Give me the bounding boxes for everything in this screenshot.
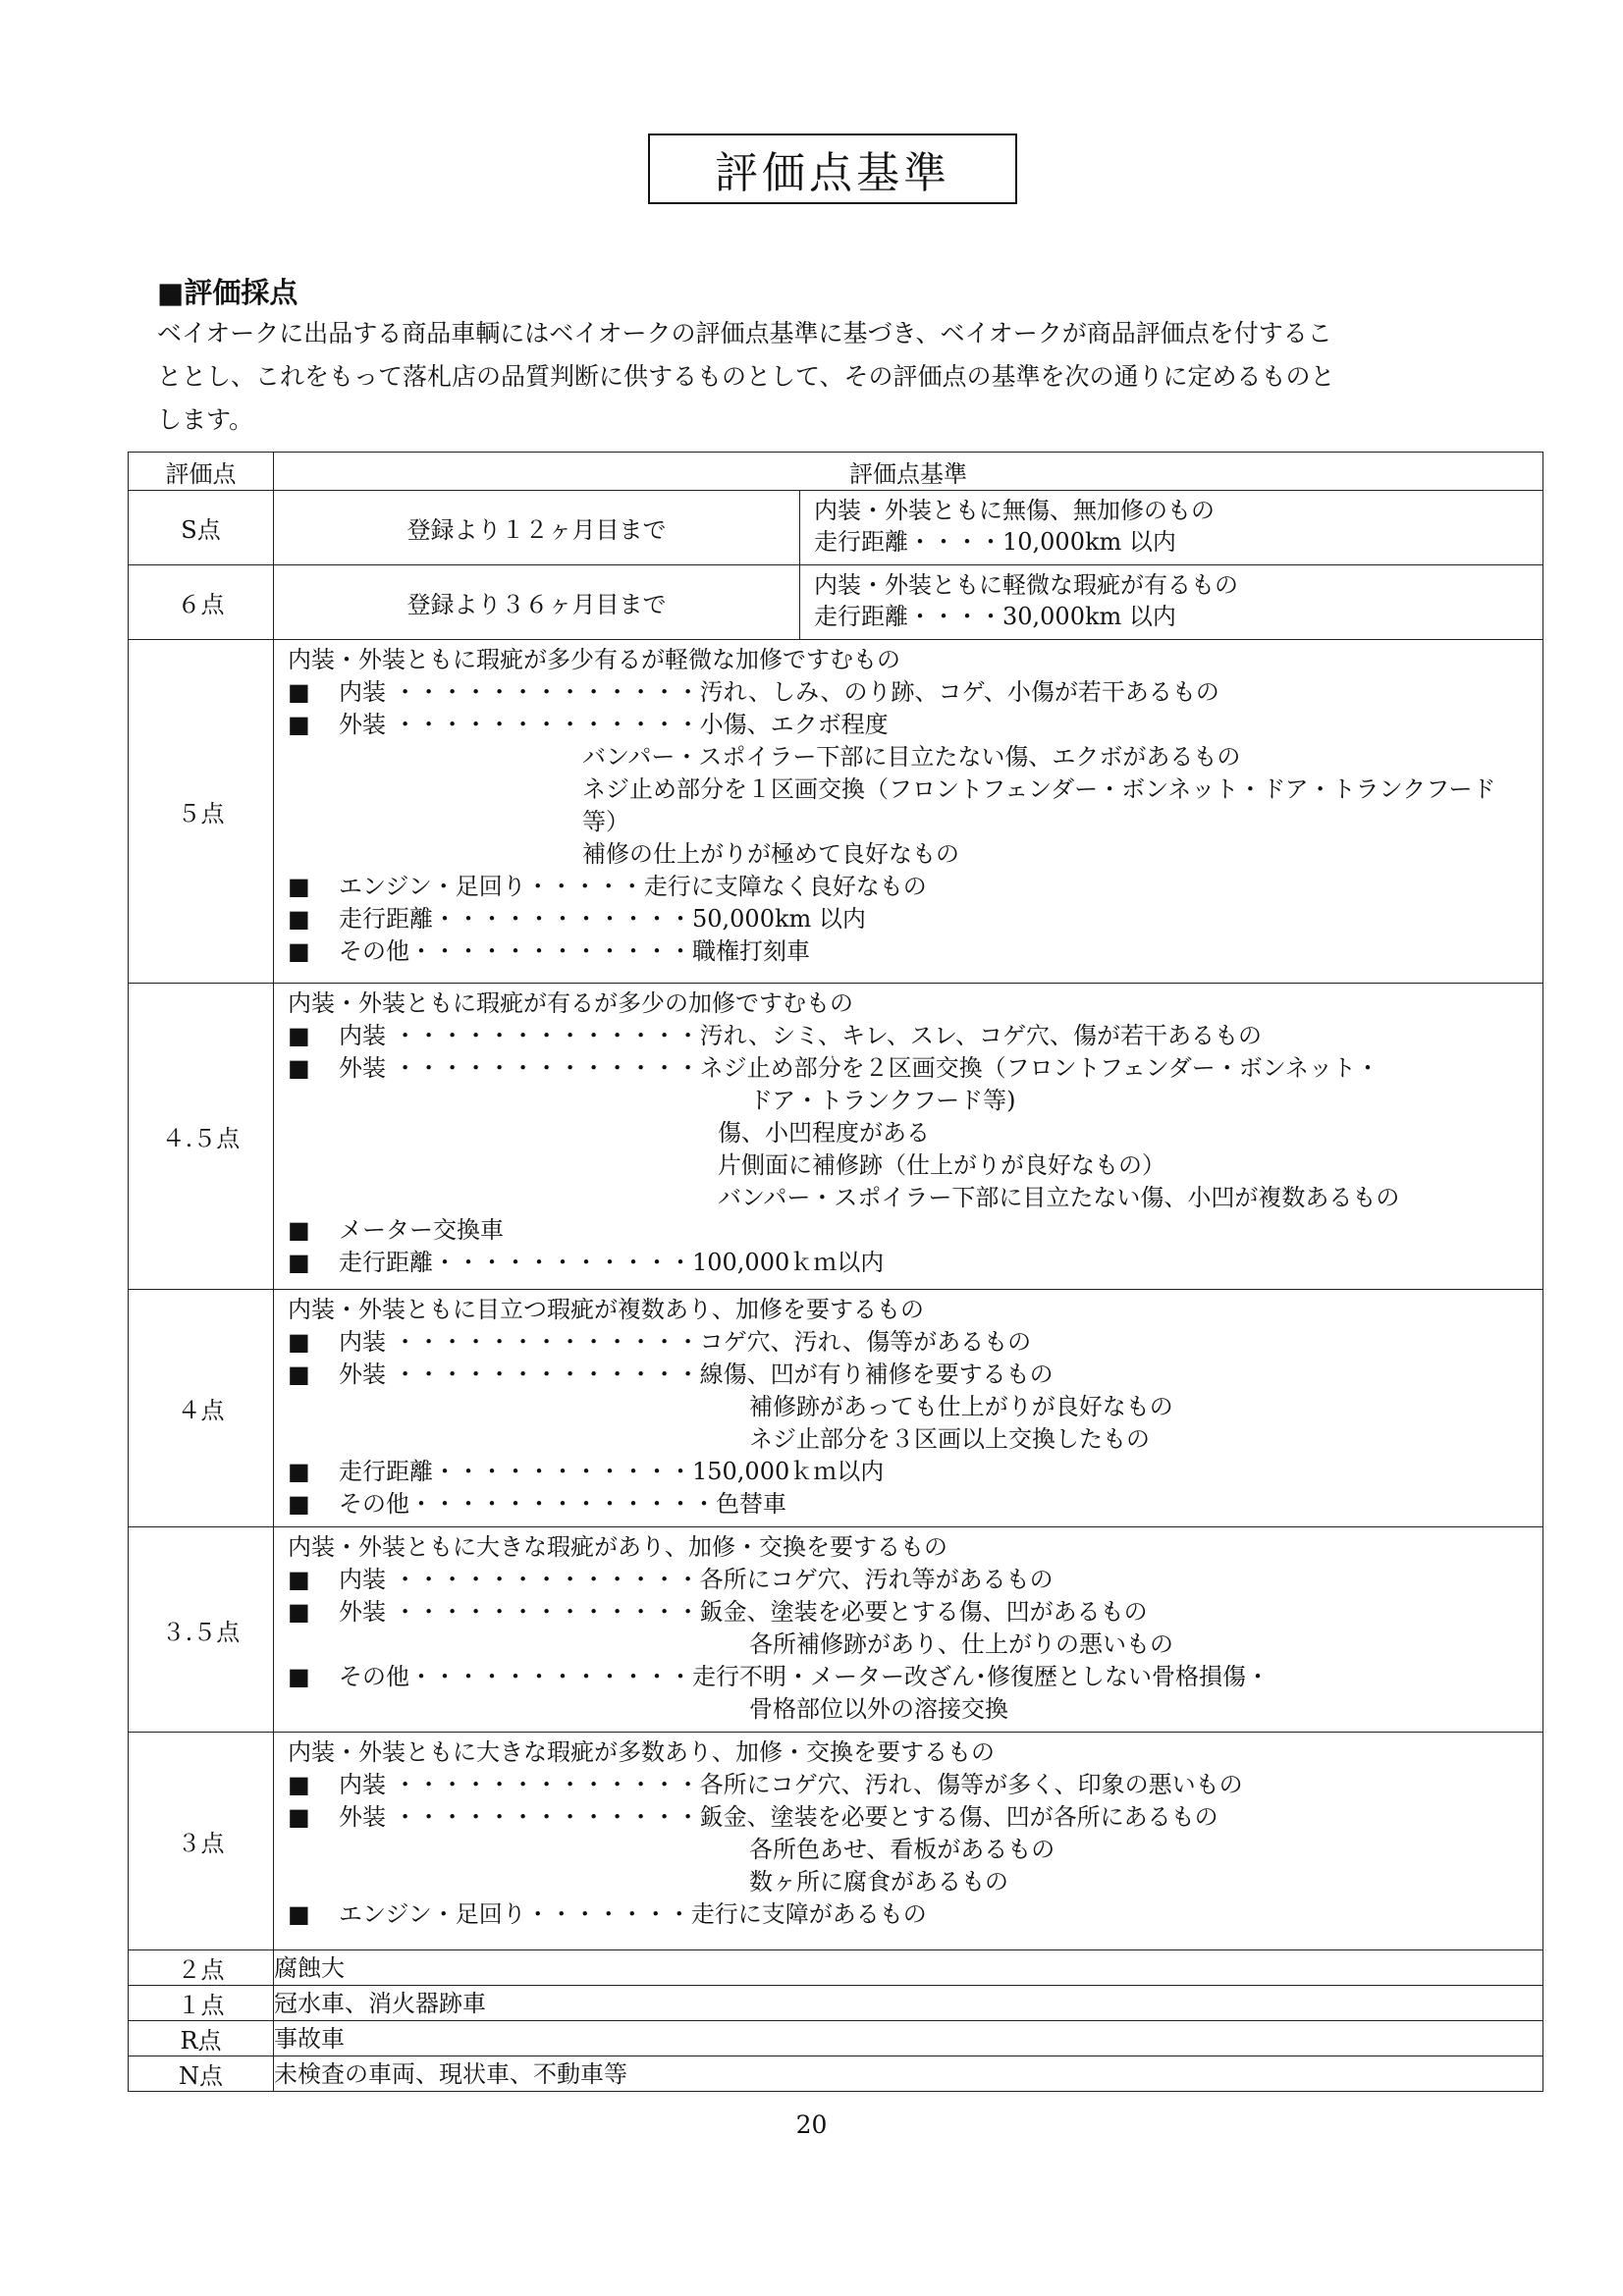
grade-cell: ６点 [129, 565, 274, 640]
criteria-item: ■ 内装 ・・・・・・・・・・・・・各所にコゲ穴、汚れ等があるもの [288, 1564, 1529, 1596]
grade-cell: ５点 [129, 640, 274, 984]
criteria-line: 内装・外装ともに大きな瑕疵があり、加修・交換を要するもの [288, 1533, 947, 1561]
condition-line: 走行距離・・・・30,000km 以内 [814, 603, 1176, 630]
grade-cell: ３.５点 [129, 1527, 274, 1733]
criteria-item: ■ 外装 ・・・・・・・・・・・・・線傷、凹が有り補修を要するもの [288, 1359, 1529, 1391]
criteria-item: ■ エンジン・足回り・・・・・・・走行に支障があるもの [288, 1898, 1529, 1931]
square-bullet-icon: ■ [288, 1803, 310, 1831]
criteria-cell [274, 984, 1543, 1290]
table-row [129, 565, 1543, 640]
square-bullet-icon: ■ [288, 1566, 310, 1593]
criteria-line: 骨格部位以外の溶接交換 [749, 1695, 1008, 1723]
criteria-item: ■ メーター交換車 [288, 1214, 1529, 1247]
square-bullet-icon: ■ [288, 1054, 310, 1082]
square-bullet-icon: ■ [288, 1361, 310, 1388]
criteria-item: ■ 内装 ・・・・・・・・・・・・・汚れ、しみ、のり跡、コゲ、小傷が若干あるもの [288, 676, 1529, 709]
criteria-cell: 未検査の車両、現状車、不動車等 [274, 2056, 1543, 2092]
criteria-line: 補修の仕上がりが極めて良好なもの [582, 840, 959, 868]
page-number: 20 [795, 2110, 828, 2139]
header-criteria: 評価点基準 [274, 453, 1543, 491]
period-cell: 登録より３６ヶ月目まで [274, 565, 800, 640]
criteria-line: 傷、小凹程度がある [718, 1119, 930, 1147]
criteria-item: ■ 内装 ・・・・・・・・・・・・・汚れ、シミ、キレ、スレ、コゲ穴、傷が若干あるもの [288, 1020, 1529, 1052]
square-bullet-icon: ■ [288, 1663, 310, 1690]
criteria-line: 内装・外装ともに目立つ瑕疵が複数あり、加修を要するもの [288, 1296, 924, 1323]
criteria-item: ■ 走行距離・・・・・・・・・・・100,000ｋｍ以内 [288, 1247, 1529, 1279]
condition-cell [800, 565, 1543, 640]
criteria-item: ■ 内装 ・・・・・・・・・・・・・各所にコゲ穴、汚れ、傷等が多く、印象の悪いもの [288, 1769, 1529, 1801]
square-bullet-icon: ■ [288, 1900, 310, 1928]
condition-line: 内装・外装ともに軽微な瑕疵が有るもの [814, 571, 1238, 599]
criteria-line: バンパー・スポイラー下部に目立たない傷、エクボがあるもの [582, 743, 1241, 771]
square-bullet-icon: ■ [288, 873, 310, 900]
criteria-cell: 冠水車、消火器跡車 [274, 1986, 1543, 2021]
intro-paragraph [157, 312, 1473, 442]
square-bullet-icon: ■ [288, 905, 310, 933]
criteria-line: ネジ止部分を３区画以上交換したもの [749, 1425, 1150, 1453]
square-bullet-icon: ■ [288, 937, 310, 965]
square-bullet-icon: ■ [288, 1598, 310, 1626]
grade-cell: S点 [129, 491, 274, 565]
condition-line: 内装・外装ともに無傷、無加修のもの [814, 497, 1215, 524]
criteria-cell [274, 640, 1543, 984]
criteria-line: バンパー・スポイラー下部に目立たない傷、小凹が複数あるもの [718, 1184, 1400, 1211]
grade-cell: ２点 [129, 1950, 274, 1986]
criteria-item: ■ エンジン・足回り・・・・・走行に支障なく良好なもの [288, 871, 1529, 903]
criteria-line: 数ヶ所に腐食があるもの [749, 1868, 1008, 1896]
header-grade: 評価点 [129, 453, 274, 491]
section-heading: ■評価採点 [157, 276, 298, 309]
criteria-item: ■ 外装 ・・・・・・・・・・・・・ネジ止め部分を２区画交換（フロントフェンダー・ボンネット・ [288, 1052, 1529, 1085]
table-row [129, 1986, 1543, 2021]
table-row [129, 1733, 1543, 1950]
intro-line: ととし、これをもって落札店の品質判断に供するものとして、その評価点の基準を次の通りに定めるものと [157, 362, 1335, 391]
square-bullet-icon: ■ [288, 1249, 310, 1276]
square-bullet-icon: ■ [288, 711, 310, 738]
period-cell: 登録より１２ヶ月目まで [274, 491, 800, 565]
intro-line: します。 [157, 405, 254, 434]
table-row [129, 2021, 1543, 2056]
criteria-item: ■ その他・・・・・・・・・・・・走行不明・メーター改ざん･修復歴としない骨格損傷・ [288, 1661, 1529, 1693]
criteria-item: ■ 外装 ・・・・・・・・・・・・・鈑金、塗装を必要とする傷、凹が各所にあるもの [288, 1801, 1529, 1834]
square-bullet-icon: ■ [288, 1490, 310, 1518]
criteria-item: ■ 走行距離・・・・・・・・・・・150,000ｋｍ以内 [288, 1456, 1529, 1488]
square-bullet-icon: ■ [288, 678, 310, 706]
square-bullet-icon: ■ [288, 1216, 310, 1244]
criteria-line: 内装・外装ともに大きな瑕疵が多数あり、加修・交換を要するもの [288, 1738, 995, 1766]
criteria-line: 補修跡があっても仕上がりが良好なもの [749, 1393, 1173, 1420]
criteria-item: ■ 内装 ・・・・・・・・・・・・・コゲ穴、汚れ、傷等があるもの [288, 1326, 1529, 1359]
criteria-cell [274, 1290, 1543, 1527]
table-row [129, 984, 1543, 1290]
grade-cell: ３点 [129, 1733, 274, 1950]
square-bullet-icon: ■ [288, 1328, 310, 1356]
grade-cell: ４.５点 [129, 984, 274, 1290]
criteria-line: 内装・外装ともに瑕疵が有るが多少の加修ですむもの [288, 989, 853, 1017]
condition-line: 走行距離・・・・10,000km 以内 [814, 528, 1176, 556]
condition-cell [800, 491, 1543, 565]
table-row [129, 491, 1543, 565]
criteria-line: 各所色あせ、看板があるもの [749, 1836, 1055, 1863]
table-row [129, 1290, 1543, 1527]
square-bullet-icon: ■ [288, 1022, 310, 1049]
criteria-item: ■ 外装 ・・・・・・・・・・・・・小傷、エクボ程度 [288, 709, 1529, 741]
criteria-item: ■ その他・・・・・・・・・・・・・色替車 [288, 1488, 1529, 1521]
square-bullet-icon: ■ [288, 1771, 310, 1798]
grade-cell: R点 [129, 2021, 274, 2056]
criteria-item: ■ 外装 ・・・・・・・・・・・・・鈑金、塗装を必要とする傷、凹があるもの [288, 1596, 1529, 1629]
grade-cell: ４点 [129, 1290, 274, 1527]
criteria-item: ■ その他・・・・・・・・・・・・職権打刻車 [288, 935, 1529, 968]
page-title: 評価点基準 [648, 133, 1017, 204]
table-row [129, 1950, 1543, 1986]
criteria-line: ドア・トランクフード等) [749, 1087, 1016, 1114]
square-bullet-icon: ■ [288, 1458, 310, 1485]
table-row [129, 1527, 1543, 1733]
grade-cell: N点 [129, 2056, 274, 2092]
grade-criteria-table [128, 452, 1543, 2092]
intro-line: ベイオークに出品する商品車輌にはベイオークの評価点基準に基づき、ベイオークが商品評価点を付するこ [157, 319, 1332, 347]
table-row [129, 2056, 1543, 2092]
criteria-line: 片側面に補修跡（仕上がりが良好なもの） [718, 1151, 1165, 1179]
criteria-line: 各所補修跡があり、仕上がりの悪いもの [749, 1630, 1173, 1658]
criteria-line: ネジ止め部分を１区画交換（フロントフェンダー・ボンネット・ドア・トランクフード等） [582, 775, 1496, 835]
criteria-item: ■ 走行距離・・・・・・・・・・・50,000km 以内 [288, 903, 1529, 935]
table-row [129, 640, 1543, 984]
criteria-line: 内装・外装ともに瑕疵が多少有るが軽微な加修ですむもの [288, 646, 900, 673]
criteria-cell: 腐蝕大 [274, 1950, 1543, 1986]
criteria-cell [274, 1527, 1543, 1733]
criteria-cell: 事故車 [274, 2021, 1543, 2056]
grade-cell: １点 [129, 1986, 274, 2021]
table-header-row [129, 453, 1543, 491]
criteria-cell [274, 1733, 1543, 1950]
